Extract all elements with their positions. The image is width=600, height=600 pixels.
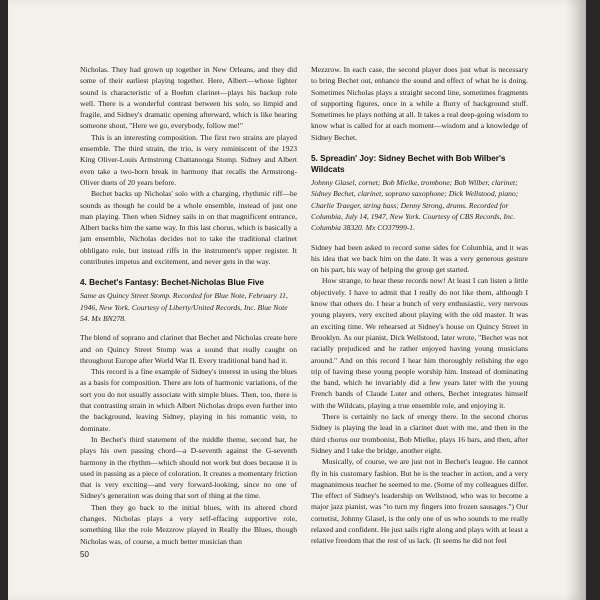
section-5-credits: Johnny Glasel, cornet; Bob Mielke, trombone; Bob Wilber, clarinet; Sidney Bechet, clarinet, soprano saxophone; Dick Wellstood, piano; Charlie Traeger, string bass; Denny Strong, drums. Recorded for Columbia, July 14, 1947, New York. Courtesy of CBS Records, Inc. Columbia 38320. Mx CO37999-1. [311,178,519,233]
left-paragraph-3: Bechet backs up Nicholas' solo with a charging, rhythmic riff—he sounds as though he could be a whole ensemble, instead of just one man playing. Then when Sidney sails in on that magnificent entrance, Albert backs him the same way. In this last chorus, which is basically a jam ensemble, Nicholas decides not to take the traditional clarinet obbligato role, but instead riffs in the instrument's upper register. It contributes impetus and excitement, and never gets in the way. [80,189,297,267]
section-5-paragraph-2: How strange, to hear these records now! At least I can listen a little objectively. I have to admit that I really do not like them, although I know that others do. I hear a bunch of very enthusiastic, very nervous young players, very excited about playing with the old master. It was an exciting time. We rehearsed at Sidney's house on Quincy Street in Brooklyn. As our pianist, Dick Wellstood, later wrote, "Bechet was not racially prejudiced and he rather enjoyed having young musicians around." And on this record I hear him thoroughly relishing the ego trip of having these young people worship him. Instead of dominating the band, which he invariably did a few years later with the young French bands of Claude Luter and others, Bechet integrates himself with the Wildcats, playing a true ensemble role, and enjoying it. [311,276,528,410]
section-5-heading: 5. Spreadin' Joy: Sidney Bechet with Bob Wilber's Wildcats [311,154,506,175]
section-4-paragraph-4: Then they go back to the initial blues, with its altered chord changes. Nicholas plays a very self-effacing supportive role, something like the role Mezzrow played in Really the Blues, though Nicholas was, of course, a much better musician than [80,502,297,546]
section-4-heading: 4. Bechet's Fantasy: Bechet-Nicholas Blue Five [80,278,264,288]
section-4-credits: Same as Quincy Street Stomp. Recorded for Blue Note, February 11, 1946, New York. Courtesy of Liberty/United Records, Inc. Blue Note 54. Mx BN278. [80,291,288,323]
right-paragraph-1: Mezzrow. In each case, the second player does just what is necessary to bring Bechet out, enhance the sound and effect of what he is doing. Sometimes Nicholas plays a straight second line, sometimes fragments of supporting figures, once in a while a flurry of background stuff. Sometimes he plays nothing at all. It takes a real deep-going wisdom to know what is called for at each moment—wisdom and a knowledge of Sidney Bechet. [311,65,529,142]
section-5-paragraph-1: Sidney had been asked to record some sides for Columbia, and it was his idea that we back him on the date. It was a very generous gesture on his part, his way of helping the group get started. [311,242,528,275]
page-spine-shadow [566,0,586,600]
page-number: 50 [80,550,89,559]
book-page [8,0,586,600]
left-paragraph-1: Nicholas. They had grown up together in New Orleans, and they did some of their earliest playing together. Here, Albert—whose lighter sound is characteristic of a Boehm clarinet—plays his backup role well. There is a wonderful contrast between his solo, so limpid and fragile, and Sidney's dramatic opening afterward, which is like hearing someone shout, "Here we go, everybody, follow me!" [80,65,297,131]
section-4-paragraph-3: In Bechet's third statement of the middle theme, second bar, he plays his own passing chord—a D-seventh against the G-seventh harmony in the rhythm—which should not work but does because it is used in passing as a piece of coloration. It creates a momentary friction that is very exciting—and very forward-looking, since no one of Sidney's generation was doing that sort of thing at the time. [80,434,297,501]
section-4-paragraph-2: This record is a fine example of Sidney's interest in using the blues as a basis for composition. There are lots of harmonic variations, of the sort you do not usually associate with simple blues. Then, too, there is that contrasting strain in which Albert Nicholas drops even further into the background, leaving Sidney, playing in his romantic vein, to dominate. [80,367,297,433]
section-5-paragraph-3: There is certainly no lack of energy there. In the second chorus Sidney is playing the lead in a clarinet duet with me, and then in the third chorus our trombonist, Bob Mielke, plays 16 bars, and then, after Sidney and I take the bridge, another eight. [311,412,528,455]
left-column [80,64,297,547]
right-column [311,64,528,547]
section-5-paragraph-4: Musically, of course, we are just not in Bechet's league. He cannot fly in his customary fashion. But he is the teacher in action, and a very magnanimous teacher he seemed to me. (Some of my colleagues differ. The effect of Sidney's leadership on Wellstood, who was to become a major jazz pianist, was "to turn my fingers into frozen sausages.") Our cornetist, Johnny Glasel, is the only one of us who sounds to me really relaxed and confident. He just sails right along and plays with at least a relative freedom that the rest of us lack. (It seems he did not feel [311,457,528,546]
section-4-paragraph-1: The blend of soprano and clarinet that Bechet and Nicholas create here and on Quincy Street Stomp was a sound that really caught on throughout Europe after World War II. Every traditional band had it. [80,333,297,365]
left-paragraph-2: This is an interesting composition. The first two strains are played ensemble. The third strain, the trio, is very reminiscent of the 1923 King Oliver-Louis Armstrong Chattanooga Stomp. Sidney and Albert even take a two-horn break in harmony that recalls the Armstrong-Oliver duets of 20 years before. [80,132,297,187]
